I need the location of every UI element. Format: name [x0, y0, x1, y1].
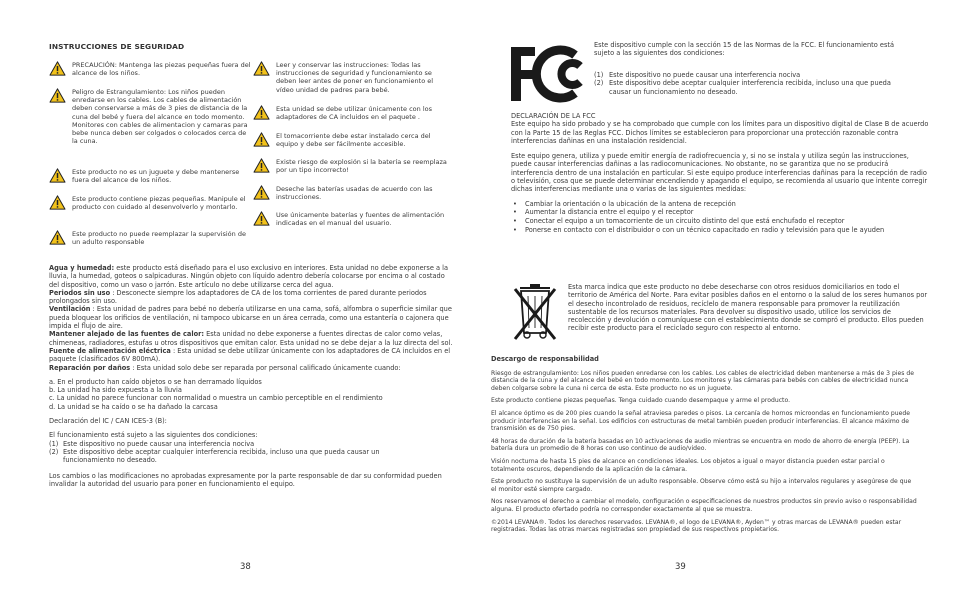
warning-text: PRECAUCIÓN: Mantenga las piezas pequeñas fuera del alcance de los niños. [72, 61, 251, 78]
warning-text: Este producto contiene piezas pequeñas. Manipule el producto con cuidado al desenvolverlo y montarlo. [72, 195, 246, 212]
warning-text: Existe riesgo de explosión si la batería se reemplaza por un tipo incorrecto! [276, 158, 447, 175]
disclaimer-para: Nos reservamos el derecho a cambiar el modelo, configuración o especificaciones de nuestros productos sin previo aviso o responsabilidad alguna. El producto ofertado podría no corresponder exactamente al que se muestra. [491, 498, 917, 513]
page-number: 38 [240, 562, 251, 572]
warning-item [49, 61, 264, 77]
disclaimer-para: Este producto contiene piezas pequeñas. Tenga cuidado cuando desempaque y arme el producto. [491, 397, 791, 405]
warning-item [253, 158, 453, 174]
warning-item [49, 168, 264, 184]
fcc-para: Este equipo ha sido probado y se ha comprobado que cumple con los límites para un dispositivo digital de Clase B de acuerdo con la Parte 15 de las Reglas FCC. Dichos límites se establecieron para proporcionar una protección razonable contra interferencias dañinas en una instalación residencial. [511, 120, 929, 145]
para-power: Fuente de alimentación eléctrica : Esta unidad se debe utilizar únicamente con los adaptadores de CA incluidos en el paquete (clasificados 6V 800mA). [49, 346, 451, 364]
condition-item: (1) Este dispositivo no puede causar una interferencia nociva [49, 439, 255, 448]
warning-item [253, 132, 453, 148]
para-heat: Mantener alejado de las fuentes de calor: Esta unidad no debe exponerse a fuentes directas de calor como velas, chimeneas, radiadores, estufas u otros dispositivos que emitan calor. Esta unidad no se debe dejar a la luz directa del sol. [49, 330, 453, 347]
weee-text: Esta marca indica que este producto no debe desecharse con otros residuos domiciliarios en todo el territorio de América del Norte. Para evitar posibles daños en el entorno o la salud de los seres humanos por el desecho incontrolado de residuos, recíclelo de manera responsable para promover la reutilización sustentable de los recursos materiales. Para devolver su dispositivo usado, utilice los servicios de recolección y devolución o comuníquese con el establecimiento donde se compró el producto. Ellos pueden recibir este producto para el reciclado seguro con respecto al entorno. [568, 283, 928, 333]
crossed-bin-icon [510, 283, 560, 343]
page-number: 39 [675, 562, 686, 572]
para-ventilation: Ventilación : Esta unidad de padres para bebé no debería utilizarse en una cama, sofá, alfombra o superficie similar que pueda bloquear los orificios de ventilación, ni tampoco ubicarse en un área cerrada, como una estantería o cajonera que impida el flujo de aire. [49, 305, 452, 331]
fcc-para: Este equipo genera, utiliza y puede emitir energía de radiofrecuencia y, si no se instala y utiliza según las instrucciones, puede causar interferencias dañinas a las radiocomunicaciones. No obstante, no se garantiza que no se producirá interferencia dentro de una instalación en particular. Si este equipo produce interferencias dañinas para la recepción de radio o televisión, cosa que se puede determinar encendiendo y apagando el equipo, se recomienda al usuario que intente corregir dichas interferencias mediante una o varias de las siguientes medidas: [511, 152, 928, 194]
measures-list [511, 200, 931, 235]
list-item: • Ponerse en contacto con el distribuidor o con un técnico capacitado en radio y televisión para que le ayuden [513, 225, 885, 234]
warning-text: El tomacorriente debe estar instalado cerca del equipo y debe ser fácilmente accesible. [276, 132, 431, 149]
list-item: • Cambiar la orientación o la ubicación de la antena de recepción [513, 199, 736, 208]
warning-icon [253, 132, 270, 147]
warning-item [253, 185, 453, 201]
list-item: b. La unidad ha sido expuesta a la lluvia [49, 386, 182, 395]
warning-icon [253, 158, 270, 173]
disclaimer-para: 48 horas de duración de la batería basadas en 10 activaciones de audio mientras se encuentra en modo de ahorro de energía (PEEP). La batería dura un promedio de 8 horas con uso continuo de audio/video. [491, 437, 910, 453]
condition-item: (2) Este dispositivo debe aceptar cualquier interferencia recibida, incluso una que pueda causar un funcionamiento no deseado. [49, 447, 380, 465]
disclaimer-para: Este producto no sustituye la supervisión de un adulto responsable. Observe cómo está su hijo a intervalos regulares y asegúrese de que el monitor esté siempre cargado. [491, 478, 912, 493]
fcc-logo [509, 43, 589, 105]
list-item: a. En el producto han caído objetos o se han derramado líquidos [49, 377, 262, 386]
disclaimer-para: El alcance óptimo es de 200 pies cuando la señal atraviesa paredes o pisos. La cercanía de hornos microondas en funcionamiento puede producir interferencias en la señal. Los edificios con estructuras de metal también pueden producir interferencias. El alcance máximo de transmisión es de 750 pies. [491, 409, 910, 433]
safety-title: INSTRUCCIONES DE SEGURIDAD [49, 42, 185, 51]
warning-icon [49, 230, 66, 245]
disclaimer-para: Visión nocturna de hasta 15 pies de alcance en condiciones ideales. Los objetos a igual o mayor distancia pueden estar parcial o totalmente oscuros, dependiendo de la aplicación de la cámara. [491, 457, 885, 473]
list-item: • Conectar el equipo a un tomacorriente de un circuito distinto del que está enchufado el receptor [513, 217, 845, 226]
list-item: c. La unidad no parece funcionar con normalidad o muestra un cambio perceptible en el rendimiento [49, 394, 383, 403]
warning-text: Este producto no es un juguete y debe mantenerse fuera del alcance de los niños. [72, 168, 240, 185]
safety-details [49, 264, 454, 488]
ic-declaration: Declaración del IC / CAN ICES-3 (B): [49, 417, 167, 426]
warning-icon [253, 105, 270, 120]
warning-text: Esta unidad se debe utilizar únicamente con los adaptadores de CA incluidos en el paquete . [276, 105, 432, 122]
fcc-intro: Este dispositivo cumple con la sección 15 de las Normas de la FCC. El funcionamiento está sujeto a las siguientes dos condiciones: [594, 41, 895, 58]
repair-list [49, 378, 454, 411]
warning-item [253, 211, 453, 227]
disclaimer-para: Riesgo de estrangulamiento: Los niños pueden enredarse con los cables. Los cables de electricidad deben mantenerse a más de 3 pies de distancia de la cuna y del alcance del bebé en todo momento. Los monitores y las cámaras para bebés con cables de electricidad nunca deben colgarse sobre la cuna ni cerca de esta. Este producto no es un juguete. [491, 369, 915, 392]
list-item: • Aumentar la distancia entre el equipo y el receptor [513, 208, 694, 217]
fcc-conditions [594, 71, 914, 96]
warning-text: Deseche las baterías usadas de acuerdo con las instrucciones. [276, 185, 433, 202]
para-water: Agua y humedad: este producto está diseñado para el uso exclusivo en interiores. Esta unidad no debe exponerse a la lluvia, la humedad, goteos o salpicaduras. Ningún objeto con líquido adentro debería colocarse por encima o al costado del dispositivo, como un vaso o jarrón. Este artículo no debe utilizarse cerca del agua. [49, 264, 448, 289]
page-39 [477, 0, 954, 608]
conditions-intro: El funcionamiento está sujeto a las siguientes dos condiciones: [49, 431, 258, 440]
warning-icon [49, 168, 66, 183]
warning-text: Peligro de Estrangulamiento: Los niños pueden enredarse en los cables. Los cables de alimentación deben conservarse a más de 3 pies de distancia de la cuna del bebé y fuera del alcance en todo momento. Monitores con cables de alimentacion y camaras para bebe nunca deben ser colgados o colocados cerca de la cuna. [72, 88, 248, 146]
warning-icon [49, 195, 66, 210]
para-repair: Reparación por daños : Esta unidad solo debe ser reparada por personal calificado únicamente cuando: [49, 363, 401, 372]
warning-icon [253, 61, 270, 76]
warning-item [253, 105, 453, 121]
condition-item: (2) Este dispositivo debe aceptar cualquier interferencia recibida, incluso una que pueda causar un funcionamiento no deseado. [594, 79, 891, 96]
disclaimer [491, 356, 917, 534]
disclaimer-para: ©2014 LEVANA®. Todos los derechos reservados. LEVANA®, el logo de LEVANA®, Ayden™ y otras marcas de LEVANA® pueden estar registradas. Todas las otras marcas registradas son propiedad de sus respectivos propietarios. [491, 518, 902, 534]
fcc-heading: DECLARACIÓN DE LA FCC [511, 112, 596, 120]
para-idle: Periodos sin uso : Desconecte siempre los adaptadores de CA de los toma corrientes de pared durante periodos prolongados sin uso. [49, 288, 427, 306]
warning-icon [253, 185, 270, 200]
warning-text: Use únicamente baterías y fuentes de alimentación indicadas en el manual del usuario. [276, 211, 445, 228]
warning-icon [253, 211, 270, 226]
warning-item [253, 61, 453, 94]
warning-text: Leer y conservar las instrucciones: Todas las instrucciones de seguridad y funcionamiento se deben leer antes de poner en funcionamiento el vídeo unidad de padres para bebé. [276, 61, 434, 94]
warning-icon [49, 88, 66, 103]
condition-item: (1) Este dispositivo no puede causar una interferencia nociva [594, 71, 801, 79]
disclaimer-heading: Descargo de responsabilidad [491, 355, 599, 363]
changes-note: Los cambios o las modificaciones no aprobadas expresamente por la parte responsable de dar su conformidad pueden invalidar la autoridad del usuario para poner en funcionamiento el equipo. [49, 471, 442, 488]
warning-item [49, 195, 264, 211]
fcc-statement [511, 112, 931, 234]
warning-icon [49, 61, 66, 76]
warning-item [49, 88, 264, 145]
list-item: d. La unidad se ha caído o se ha dañado la carcasa [49, 402, 218, 411]
warning-item [49, 230, 264, 246]
warning-text: Este producto no puede reemplazar la supervisión de un adulto responsable [72, 230, 246, 247]
